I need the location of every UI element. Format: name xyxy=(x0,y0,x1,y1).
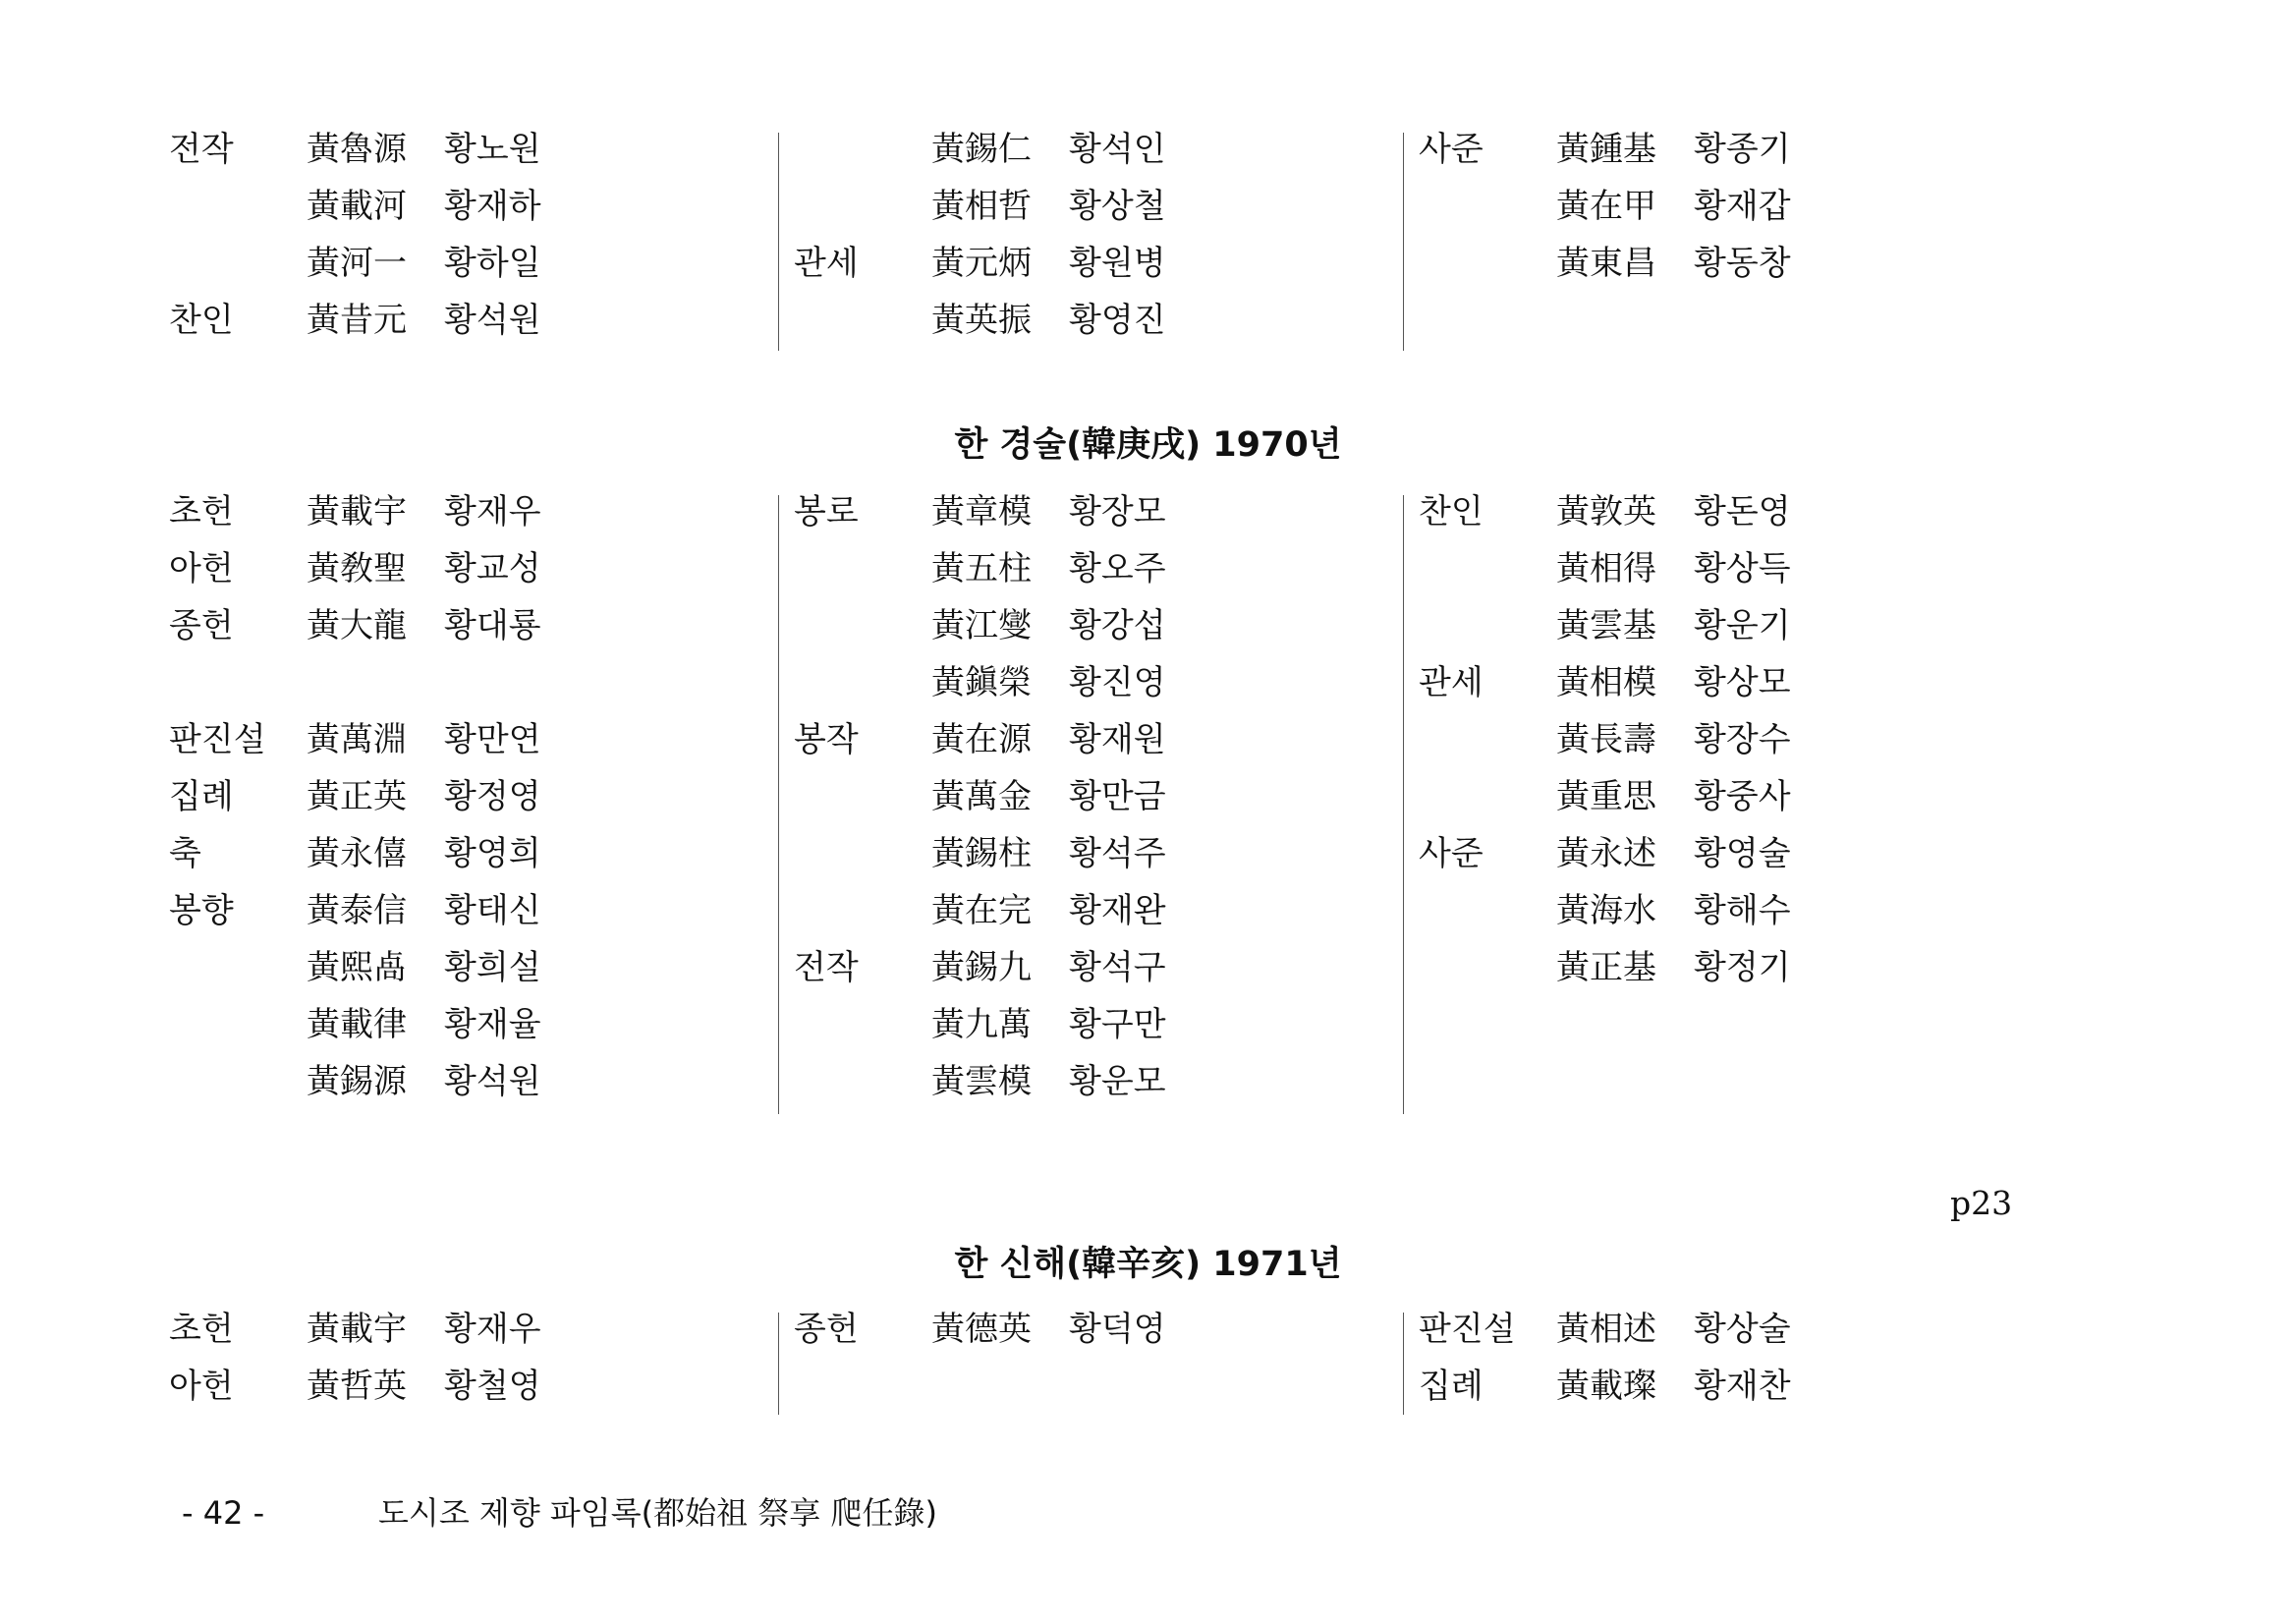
name-hangul: 황구만 xyxy=(1069,1005,1166,1044)
name-hangul: 황동창 xyxy=(1694,244,1791,283)
name-hangul: 황노원 xyxy=(444,130,541,169)
name-hanja: 黃萬淵 xyxy=(307,720,407,759)
name-hanja: 黃萬金 xyxy=(931,777,1032,816)
column-divider xyxy=(778,133,779,351)
name-hangul: 황장모 xyxy=(1069,492,1166,531)
name-hangul: 황재원 xyxy=(1069,720,1166,759)
name-hangul: 황하일 xyxy=(444,244,541,283)
role-label: 사준 xyxy=(1419,130,1484,169)
name-hangul: 황석원 xyxy=(444,1062,541,1101)
name-hanja: 黃鍾基 xyxy=(1556,130,1656,169)
name-hangul: 황돈영 xyxy=(1694,492,1791,531)
role-label: 초헌 xyxy=(169,1310,234,1349)
section-title-1970: 한 경술(韓庚戌) 1970년 xyxy=(954,425,1342,465)
page-marker: p23 xyxy=(1950,1184,2013,1222)
section-title-1971: 한 신해(韓辛亥) 1971년 xyxy=(954,1245,1342,1284)
name-hanja: 黃五柱 xyxy=(931,549,1032,588)
name-hanja: 黃在完 xyxy=(931,891,1032,930)
role-label: 종헌 xyxy=(794,1310,859,1349)
role-label: 아헌 xyxy=(169,549,234,588)
book-title: 도시조 제향 파임록(都始祖 祭享 爬任錄) xyxy=(378,1494,937,1532)
name-hangul: 황교성 xyxy=(444,549,541,588)
name-hangul: 황재우 xyxy=(444,1310,541,1349)
name-hangul: 황영술 xyxy=(1694,834,1791,873)
name-hanja: 黃載河 xyxy=(307,187,407,226)
name-hangul: 황석인 xyxy=(1069,130,1166,169)
name-hanja: 黃泰信 xyxy=(307,891,407,930)
name-hangul: 황재찬 xyxy=(1694,1367,1791,1406)
name-hangul: 황영희 xyxy=(444,834,541,873)
name-hanja: 黃載宇 xyxy=(307,1310,407,1349)
name-hanja: 黃正基 xyxy=(1556,948,1656,987)
name-hanja: 黃九萬 xyxy=(931,1005,1032,1044)
name-hanja: 黃正英 xyxy=(307,777,407,816)
name-hangul: 황만금 xyxy=(1069,777,1166,816)
name-hangul: 황재완 xyxy=(1069,891,1166,930)
name-hangul: 황원병 xyxy=(1069,244,1166,283)
name-hanja: 黃重思 xyxy=(1556,777,1656,816)
name-hanja: 黃相述 xyxy=(1556,1310,1656,1349)
name-hanja: 黃大龍 xyxy=(307,606,407,645)
column-divider xyxy=(778,495,779,1114)
name-hangul: 황철영 xyxy=(444,1367,541,1406)
name-hanja: 黃相模 xyxy=(1556,663,1656,702)
role-label: 전작 xyxy=(794,948,859,987)
name-hanja: 黃東昌 xyxy=(1556,244,1656,283)
name-hangul: 황상득 xyxy=(1694,549,1791,588)
role-label: 찬인 xyxy=(1419,492,1484,531)
name-hangul: 황상철 xyxy=(1069,187,1166,226)
name-hanja: 黃相得 xyxy=(1556,549,1656,588)
name-hanja: 黃哲英 xyxy=(307,1367,407,1406)
name-hanja: 黃載宇 xyxy=(307,492,407,531)
name-hangul: 황태신 xyxy=(444,891,541,930)
name-hangul: 황석주 xyxy=(1069,834,1166,873)
column-divider xyxy=(1403,133,1404,351)
name-hangul: 황중사 xyxy=(1694,777,1791,816)
name-hangul: 황운기 xyxy=(1694,606,1791,645)
role-label: 찬인 xyxy=(169,301,234,340)
name-hanja: 黃永僖 xyxy=(307,834,407,873)
role-label: 축 xyxy=(169,834,201,873)
name-hanja: 黃元炳 xyxy=(931,244,1032,283)
name-hanja: 黃錫源 xyxy=(307,1062,407,1101)
name-hangul: 황상모 xyxy=(1694,663,1791,702)
role-label: 관세 xyxy=(1419,663,1484,702)
name-hanja: 黃在源 xyxy=(931,720,1032,759)
role-label: 사준 xyxy=(1419,834,1484,873)
name-hangul: 황운모 xyxy=(1069,1062,1166,1101)
name-hangul: 황오주 xyxy=(1069,549,1166,588)
name-hanja: 黃長壽 xyxy=(1556,720,1656,759)
name-hanja: 黃錫仁 xyxy=(931,130,1032,169)
name-hangul: 황종기 xyxy=(1694,130,1791,169)
role-label: 봉향 xyxy=(169,891,234,930)
role-label: 판진설 xyxy=(169,720,266,759)
name-hangul: 황정기 xyxy=(1694,948,1791,987)
name-hanja: 黃雲基 xyxy=(1556,606,1656,645)
name-hangul: 황영진 xyxy=(1069,301,1166,340)
name-hanja: 黃敎聖 xyxy=(307,549,407,588)
name-hanja: 黃在甲 xyxy=(1556,187,1656,226)
name-hangul: 황석원 xyxy=(444,301,541,340)
role-label: 집례 xyxy=(1419,1367,1484,1406)
name-hangul: 황대룡 xyxy=(444,606,541,645)
name-hanja: 黃永述 xyxy=(1556,834,1656,873)
name-hanja: 黃德英 xyxy=(931,1310,1032,1349)
role-label: 전작 xyxy=(169,130,234,169)
name-hangul: 황석구 xyxy=(1069,948,1166,987)
name-hanja: 黃魯源 xyxy=(307,130,407,169)
name-hangul: 황강섭 xyxy=(1069,606,1166,645)
role-label: 집례 xyxy=(169,777,234,816)
name-hanja: 黃鎭榮 xyxy=(931,663,1032,702)
name-hangul: 황만연 xyxy=(444,720,541,759)
name-hangul: 황재우 xyxy=(444,492,541,531)
name-hanja: 黃昔元 xyxy=(307,301,407,340)
role-label: 아헌 xyxy=(169,1367,234,1406)
column-divider xyxy=(778,1313,779,1415)
role-label: 초헌 xyxy=(169,492,234,531)
name-hanja: 黃載璨 xyxy=(1556,1367,1656,1406)
role-label: 종헌 xyxy=(169,606,234,645)
name-hangul: 황재갑 xyxy=(1694,187,1791,226)
column-divider xyxy=(1403,1313,1404,1415)
column-divider xyxy=(1403,495,1404,1114)
name-hangul: 황재하 xyxy=(444,187,541,226)
name-hanja: 黃相哲 xyxy=(931,187,1032,226)
name-hangul: 황덕영 xyxy=(1069,1310,1166,1349)
role-label: 봉작 xyxy=(794,720,859,759)
name-hanja: 黃敦英 xyxy=(1556,492,1656,531)
name-hangul: 황희설 xyxy=(444,948,541,987)
name-hanja: 黃河一 xyxy=(307,244,407,283)
name-hanja: 黃雲模 xyxy=(931,1062,1032,1101)
name-hanja: 黃熙卨 xyxy=(307,948,407,987)
role-label: 봉로 xyxy=(794,492,859,531)
name-hangul: 황장수 xyxy=(1694,720,1791,759)
name-hanja: 黃載律 xyxy=(307,1005,407,1044)
name-hangul: 황재율 xyxy=(444,1005,541,1044)
name-hanja: 黃章模 xyxy=(931,492,1032,531)
role-label: 판진설 xyxy=(1419,1310,1516,1349)
name-hanja: 黃錫九 xyxy=(931,948,1032,987)
name-hanja: 黃錫柱 xyxy=(931,834,1032,873)
name-hangul: 황정영 xyxy=(444,777,541,816)
page-number: - 42 - xyxy=(182,1494,265,1532)
name-hanja: 黃江燮 xyxy=(931,606,1032,645)
name-hanja: 黃英振 xyxy=(931,301,1032,340)
name-hangul: 황해수 xyxy=(1694,891,1791,930)
name-hanja: 黃海水 xyxy=(1556,891,1656,930)
name-hangul: 황진영 xyxy=(1069,663,1166,702)
name-hangul: 황상술 xyxy=(1694,1310,1791,1349)
role-label: 관세 xyxy=(794,244,859,283)
